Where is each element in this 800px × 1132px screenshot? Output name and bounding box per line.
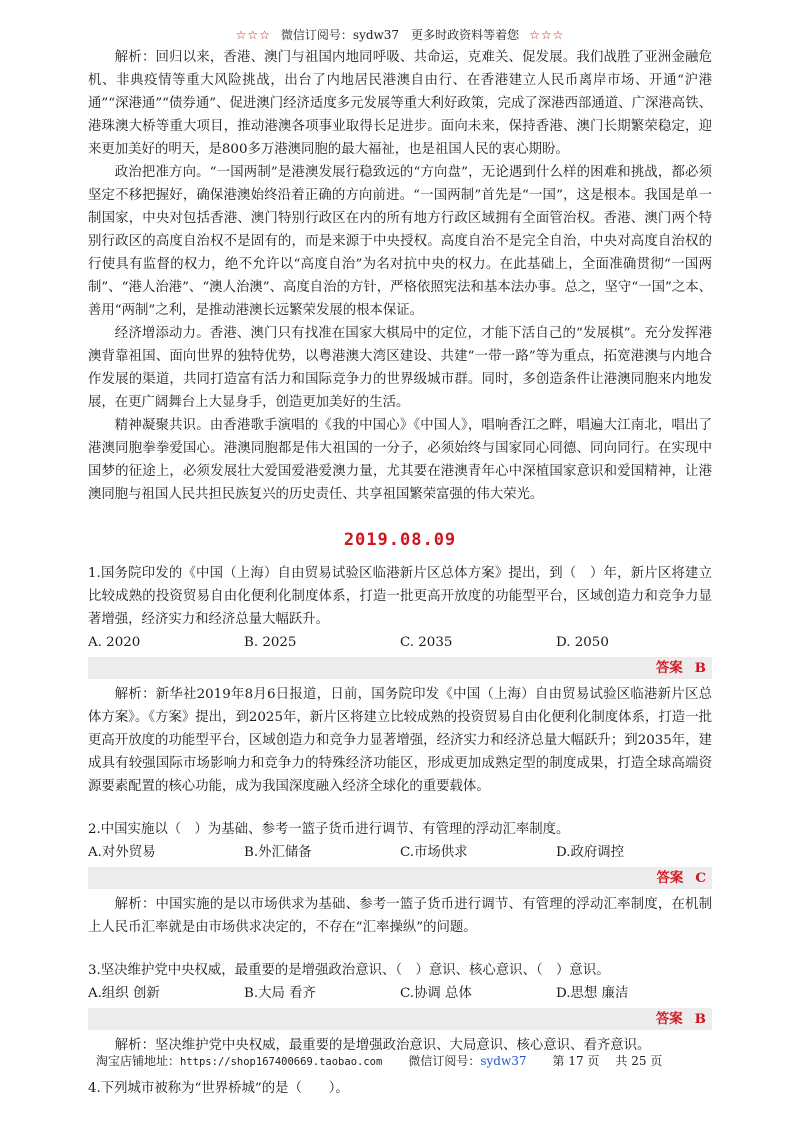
document-body: [88, 46, 712, 1100]
answer-label: 答案: [655, 660, 683, 676]
question-4: [88, 1077, 712, 1100]
intro-paragraph: 政治把准方向。“一国两制”是港澳发展行稳致远的“方向盘”，无论遇到什么样的困难和挑战，都必须坚定不移把握好，确保港澳始终沿着正确的方向前进。“一国两制”首先是“一国”，这是根本。我国是单一制国家，中央对包括香港、澳门特别行政区在内的所有地方行政区域拥有全面管治权。香港、澳门两个特别行政区的高度自治权不是固有的，而是来源于中央授权。高度自治不是完全自治，中央对高度自治权的行使具有监督的权力，绝不允许以“高度自治”为名对抗中央的权力。在此基础上，全面准确贯彻“一国两制”、“港人治港”、“澳人治澳”、高度自治的方针，严格依照宪法和基本法办事。总之，坚守“一国”之本、善用“两制”之利，是推动港澳长远繁荣发展的根本保证。: [88, 165, 712, 318]
question-options: [88, 841, 712, 865]
shop-url-link[interactable]: https://shop167400669.taobao.com: [180, 1056, 383, 1068]
page-total: 共 25 页: [615, 1054, 663, 1068]
answer-label: 答案: [655, 1011, 683, 1027]
wechat-id: sydw37: [480, 1054, 527, 1068]
option-a: A. 2020: [88, 635, 141, 650]
option-b: B.外汇储备: [244, 845, 312, 860]
option-d: D. 2050: [556, 635, 609, 650]
question-text: 1.国务院印发的《中国（上海）自由贸易试验区临港新片区总体方案》提出，到（ ）年，新片区将建立比较成熟的投资贸易自由化便利化制度体系，打造一批更高开放度的功能型平台，区域创造力和竞争力显著增强，经济实力和经济总量大幅跃升。: [88, 566, 712, 627]
question-text: 2.中国实施以（ ）为基础、参考一篮子货币进行调节、有管理的浮动汇率制度。: [88, 822, 570, 837]
option-d: D.思想 廉洁: [556, 986, 629, 1001]
answer-bar: [88, 1008, 712, 1030]
analysis-text: 解析：坚决维护党中央权威，最重要的是增强政治意识、大局意识、核心意识、看齐意识。: [114, 1038, 651, 1053]
answer-value: C: [695, 870, 706, 886]
star-icons-right: ☆☆☆: [529, 28, 565, 42]
option-c: C.市场供求: [400, 845, 468, 860]
star-icons-left: ☆☆☆: [235, 28, 271, 42]
option-a: A.组织 创新: [88, 986, 160, 1001]
date-title: 2019.08.09: [343, 530, 457, 550]
question-text: 4.下列城市被称为“世界桥城”的是（ ）。: [88, 1081, 349, 1096]
analysis-text: 解析：新华社2019年8月6日报道，日前，国务院印发《中国（上海）自由贸易试验区临港新片区总体方案》。《方案》提出，到2025年，新片区将建立比较成熟的投资贸易自由化便利化制度体系，打造一批更高开放度的功能型平台，区域创造力和竞争力显著增强，经济实力和经济总量大幅跃升；到2035年，建成具有较强国际市场影响力和竞争力的特殊经济功能区，形成更加成熟定型的制度成果，打造全球高端资源要素配置的核心功能，成为我国深度融入经济全球化的重要载体。: [88, 687, 712, 794]
question-2: [88, 818, 712, 939]
answer-value: B: [694, 1011, 706, 1027]
wechat-label: 微信订阅号：: [408, 1054, 481, 1068]
answer-value: B: [694, 660, 706, 676]
intro-paragraph: 精神凝聚共识。由香港歌手演唱的《我的中国心》《中国人》，唱响香江之畔，唱遍大江南北，唱出了港澳同胞拳拳爱国心。港澳同胞都是伟大祖国的一分子，必须始终与国家同心同德、同向同行。在实现中国梦的征途上，必须发展壮大爱国爱港爱澳力量，尤其要在港澳青年心中深植国家意识和爱国精神，让港澳同胞与祖国人民共担民族复兴的历史责任、共享祖国繁荣富强的伟大荣光。: [88, 418, 712, 502]
question-options: [88, 631, 712, 655]
page-footer: [96, 1052, 716, 1069]
page-number: 第 17 页: [552, 1054, 600, 1068]
answer-bar: [88, 657, 712, 679]
option-b: B.大局 看齐: [244, 986, 316, 1001]
page-header: [0, 26, 800, 43]
answer-bar: [88, 867, 712, 889]
answer-label: 答案: [656, 870, 684, 886]
option-b: B. 2025: [244, 635, 297, 650]
option-c: C.协调 总体: [400, 986, 472, 1001]
shop-label: 淘宝店铺地址：: [96, 1054, 181, 1068]
option-a: A.对外贸易: [88, 845, 156, 860]
question-1: [88, 562, 712, 798]
header-text: 微信订阅号：sydw37 更多时政资料等着您: [280, 28, 520, 42]
intro-paragraph: 解析：回归以来，香港、澳门与祖国内地同呼吸、共命运，克难关、促发展。我们战胜了亚洲金融危机、非典疫情等重大风险挑战，出台了内地居民港澳自由行、在香港建立人民币离岸市场、开通“沪港通”“深港通”“债券通”、促进澳门经济适度多元发展等重大利好政策，完成了深港西部通道、广深港高铁、港珠澳大桥等重大项目，推动港澳各项事业取得长足进步。面向未来，保持香港、澳门长期繁荣稳定，迎来更加美好的明天，是800多万港澳同胞的最大福祉，也是祖国人民的衷心期盼。: [88, 50, 712, 157]
analysis-text: 解析：中国实施的是以市场供求为基础、参考一篮子货币进行调节、有管理的浮动汇率制度，在机制上人民币汇率就是由市场供求决定的，不存在“汇率操纵”的问题。: [88, 897, 712, 935]
intro-paragraph: 经济增添动力。香港、澳门只有找准在国家大棋局中的定位，才能下活自己的“发展棋”。充分发挥港澳背靠祖国、面向世界的独特优势，以粤港澳大湾区建设、共建“一带一路”等为重点，拓宽港澳与内地合作发展的渠道，共同打造富有活力和国际竞争力的世界级城市群。同时，多创造条件让港澳同胞来内地发展，在更广阔舞台上大显身手，创造更加美好的生活。: [88, 326, 712, 410]
question-3: [88, 959, 712, 1057]
question-text: 3.坚决维护党中央权威，最重要的是增强政治意识、（ ）意识、核心意识、（ ）意识。: [88, 963, 610, 978]
option-d: D.政府调控: [556, 845, 625, 860]
question-options: [88, 982, 712, 1006]
option-c: C. 2035: [400, 635, 453, 650]
